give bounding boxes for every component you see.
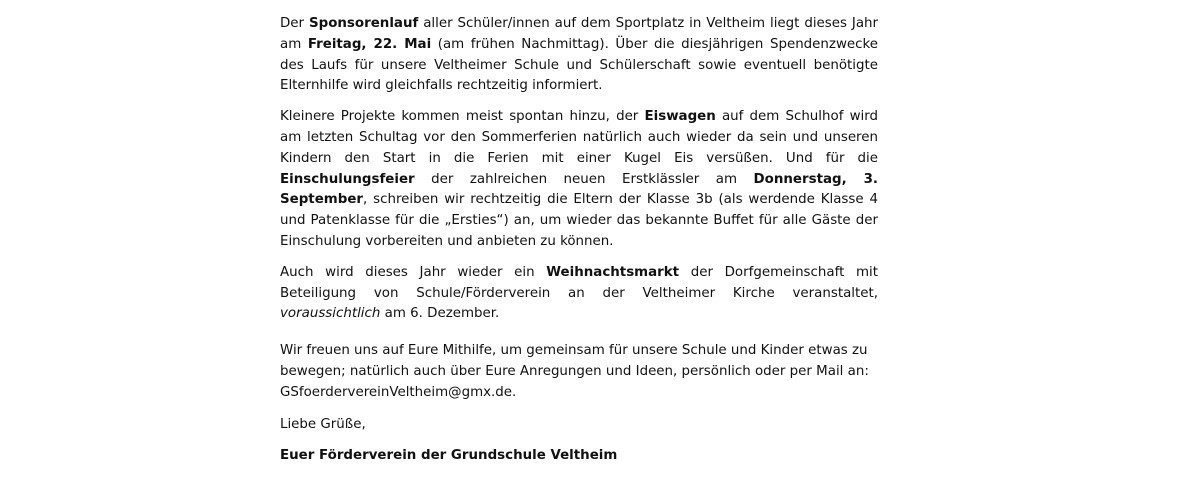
- text: auf dem Schulhof wird am letzten Schultag vor den Sommerferien natürlich auch wieder da sein und unseren Kindern den Start in die Ferien mit einer Kugel Eis versüßen. Und für die: [280, 109, 879, 166]
- text: Kleinere Projekte kommen meist spontan hinzu, der: [280, 109, 645, 125]
- text: der zahlreichen neuen Erstklässler am: [414, 171, 754, 187]
- bold-date-friday: Freitag, 22. Mai: [307, 36, 432, 52]
- bold-einschulungsfeier: Einschulungsfeier: [280, 171, 415, 187]
- greeting: Liebe Grüße,: [280, 416, 366, 432]
- signature-text: Euer Förderverein der Grundschule Veltheim: [280, 448, 618, 464]
- signature: [280, 446, 878, 467]
- paragraph-weihnachtsmarkt: [280, 263, 878, 325]
- text: der Dorfgemeinschaft mit Beteiligung von Schule/Förderverein an der Veltheimer Kirche veranstaltet,: [280, 264, 878, 301]
- text: Wir freuen uns auf Eure Mithilfe, um gemeinsam für unsere Schule und Kinder etwas zu bewegen; natürlich auch über Eure Anregungen und Ideen, persönlich oder per Mail an: GSfoerdervereinVeltheim@gmx.de.: [280, 343, 869, 400]
- letter-body: [280, 14, 878, 467]
- text: am 6. Dezember.: [380, 306, 500, 322]
- italic-voraussichtlich: voraussichtlich: [280, 306, 381, 322]
- paragraph-sponsorenlauf: [280, 14, 878, 97]
- bold-weihnachtsmarkt: Weihnachtsmarkt: [546, 264, 680, 280]
- bold-eiswagen: Eiswagen: [644, 109, 716, 125]
- paragraph-mithilfe: [280, 341, 878, 403]
- text: , schreiben wir rechtzeitig die Eltern der Klasse 3b (als werdende Klasse 4 und Patenklasse für die „Ersties“) an, um wieder das bekannte Buffet für alle Gäste der Einschulung vorbereiten und anbieten zu können.: [280, 192, 878, 249]
- text: aller Schüler/innen auf dem Sportplatz in Veltheim liegt dieses Jahr am: [280, 16, 879, 52]
- bold-sponsorenlauf: Sponsorenlauf: [308, 16, 419, 31]
- text: Der: [280, 16, 309, 31]
- bold-date-thursday: Donnerstag, 3. September: [280, 171, 878, 208]
- text: (am frühen Nachmittag). Über die diesjährigen Spendenzwecke des Laufs für unsere Veltheimer Schule und Schülerschaft sowie eventuell benötigte Elternhilfe wird gleichfalls rechtzeitig informiert.: [280, 36, 879, 94]
- paragraph-projekte: [280, 107, 878, 253]
- text: Auch wird dieses Jahr wieder ein: [280, 264, 547, 280]
